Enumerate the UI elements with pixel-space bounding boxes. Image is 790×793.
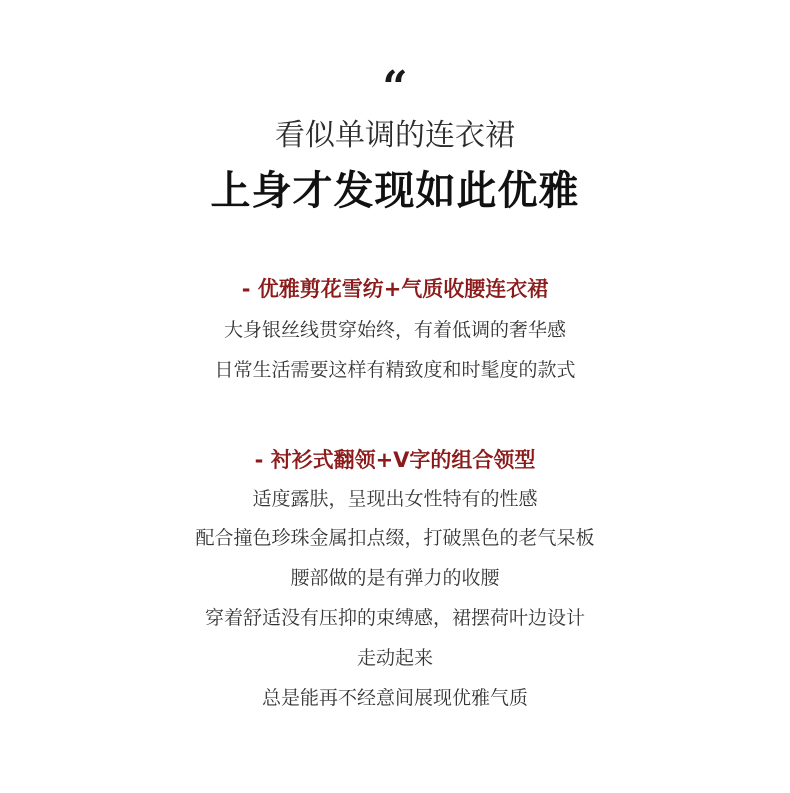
section-1-line: 日常生活需要这样有精致度和时髦度的款式 (214, 359, 576, 381)
section-2-line: 走动起来 (356, 647, 433, 669)
quote-mark-icon: “ (382, 62, 408, 113)
section-1-heading: - 优雅剪花雪纺+气质收腰连衣裙 (241, 277, 549, 301)
section-2-line: 总是能再不经意间展现优雅气质 (261, 687, 528, 709)
section-2-heading: - 衬衫式翻领+V字的组合领型 (254, 448, 536, 472)
section-2-line: 穿着舒适没有压抑的束缚感，裙摆荷叶边设计 (204, 607, 585, 629)
page-subtitle: 看似单调的连衣裙 (275, 118, 515, 153)
section-2-line: 适度露肤，呈现出女性特有的性感 (252, 488, 538, 510)
page-title: 上身才发现如此优雅 (210, 168, 580, 214)
section-2-line: 配合撞色珍珠金属扣点缀，打破黑色的老气呆板 (195, 527, 595, 549)
section-2-line: 腰部做的是有弹力的收腰 (290, 567, 500, 589)
section-1-line: 大身银丝线贯穿始终，有着低调的奢华感 (223, 319, 566, 341)
